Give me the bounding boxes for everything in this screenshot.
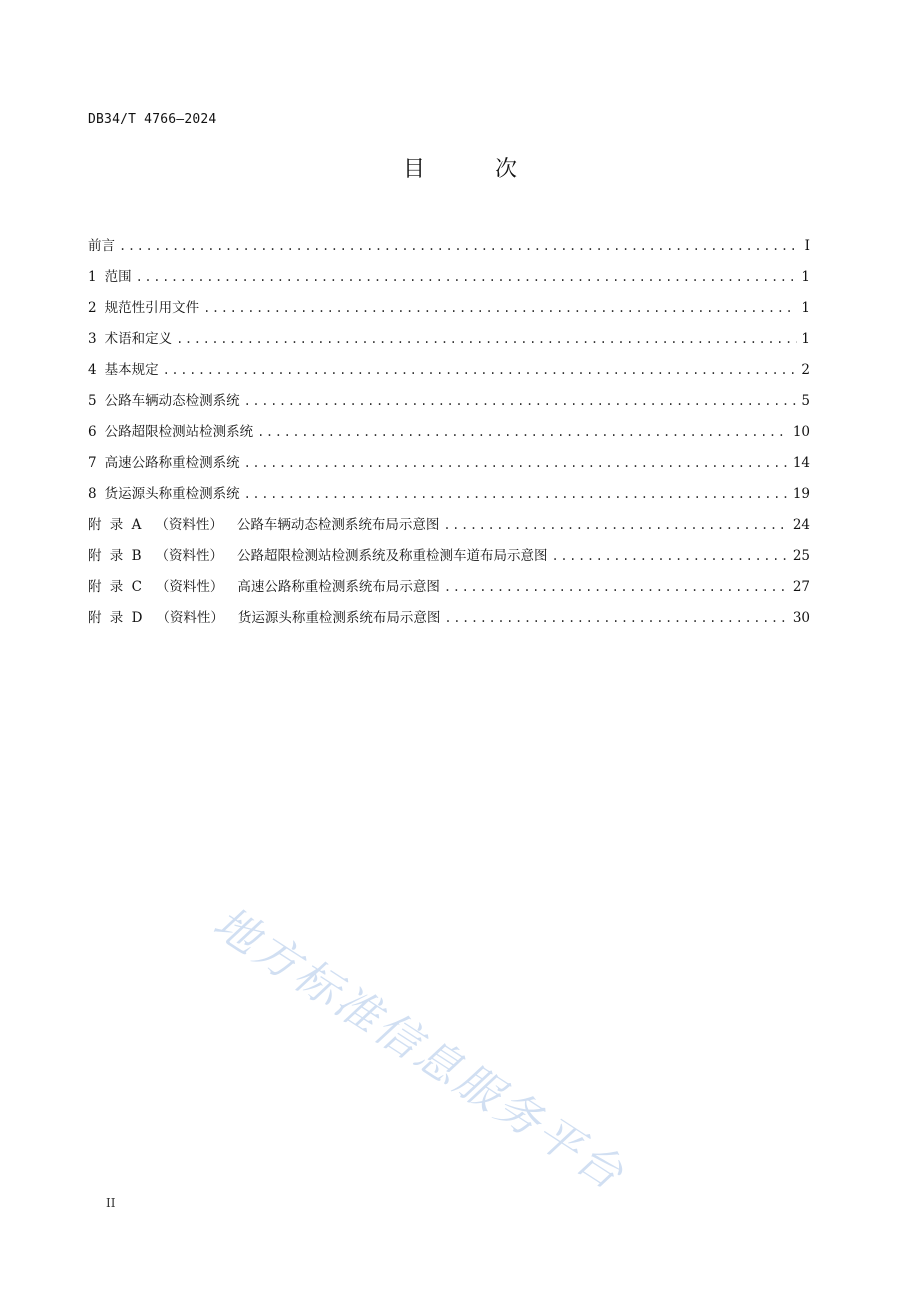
toc-entry-number: 8: [88, 486, 97, 502]
toc-entry-label: 公路超限检测站检测系统及称重检测车道布局示意图: [237, 548, 548, 564]
toc-page-number: 1: [801, 300, 810, 316]
toc-page-number: 14: [792, 455, 810, 471]
toc-entry-label: 基本规定: [104, 362, 159, 378]
toc-leader-dots: [443, 518, 788, 532]
toc-entry-annex-c[interactable]: [88, 575, 810, 606]
toc-entry-label: 高速公路称重检测系统: [104, 455, 240, 471]
toc-page-number: 30: [792, 610, 810, 626]
toc-entry-3[interactable]: [88, 327, 810, 358]
toc-leader-dots: [444, 580, 789, 594]
annex-prefix: 附 录 B: [88, 548, 144, 564]
toc-page-number: 27: [792, 579, 810, 595]
toc-leader-dots: [119, 239, 801, 253]
toc-entry-annex-d[interactable]: [88, 606, 810, 637]
toc-entry-label: 前言: [88, 238, 115, 254]
toc-leader-dots: [176, 332, 797, 346]
toc-page-number: I: [804, 238, 810, 254]
toc-entry-number: 5: [88, 393, 97, 409]
annex-prefix: 附 录 C: [88, 579, 144, 595]
toc-entry-annex-a[interactable]: [88, 513, 810, 544]
toc-entry-number: 6: [88, 424, 97, 440]
toc-entry-label: 公路车辆动态检测系统布局示意图: [236, 517, 440, 533]
toc-page-number: 24: [792, 517, 810, 533]
toc-entry-8[interactable]: [88, 482, 810, 513]
toc-entry-7[interactable]: [88, 451, 810, 482]
toc-entry-label: 货运源头称重检测系统: [104, 486, 240, 502]
table-of-contents: [88, 234, 810, 637]
annex-prefix: 附 录 A: [88, 517, 144, 533]
annex-kind: （资料性）: [155, 579, 224, 595]
toc-leader-dots: [244, 487, 789, 501]
annex-kind: （资料性）: [155, 548, 224, 564]
toc-entry-label: 公路车辆动态检测系统: [104, 393, 240, 409]
toc-entry-annex-b[interactable]: [88, 544, 810, 575]
toc-leader-dots: [444, 611, 788, 625]
toc-entry-label: 公路超限检测站检测系统: [104, 424, 254, 440]
annex-kind: （资料性）: [155, 517, 223, 533]
toc-entry-1[interactable]: [88, 265, 810, 296]
toc-page-number: 5: [801, 393, 810, 409]
toc-page-number: 1: [801, 331, 810, 347]
toc-entry-label: 规范性引用文件: [104, 300, 200, 316]
toc-entry-label: 高速公路称重检测系统布局示意图: [237, 579, 440, 595]
toc-leader-dots: [552, 549, 789, 563]
toc-page-number: 25: [792, 548, 810, 564]
toc-entry-foreword[interactable]: [88, 234, 810, 265]
toc-entry-number: 1: [88, 269, 97, 285]
toc-entry-label: 术语和定义: [104, 331, 173, 347]
toc-entry-5[interactable]: [88, 389, 810, 420]
toc-leader-dots: [163, 363, 798, 377]
annex-prefix: 附 录 D: [88, 610, 145, 626]
page-title: 目 次: [402, 157, 541, 182]
watermark: 地方标准信息服务平台: [204, 897, 635, 1202]
page-number-footer: II: [106, 1196, 116, 1210]
toc-entry-number: 7: [88, 455, 97, 471]
toc-entry-number: 4: [88, 362, 97, 378]
toc-entry-4[interactable]: [88, 358, 810, 389]
toc-page-number: 2: [801, 362, 810, 378]
annex-kind: （资料性）: [156, 610, 224, 626]
document-code: DB34/T 4766—2024: [88, 112, 217, 127]
toc-leader-dots: [136, 270, 798, 284]
toc-entry-6[interactable]: [88, 420, 810, 451]
toc-page-number: 19: [792, 486, 810, 502]
toc-page-number: 10: [792, 424, 810, 440]
toc-entry-number: 3: [88, 331, 97, 347]
toc-leader-dots: [244, 394, 798, 408]
toc-entry-number: 2: [88, 300, 97, 316]
toc-entry-2[interactable]: [88, 296, 810, 327]
toc-leader-dots: [203, 301, 797, 315]
toc-page-number: 1: [801, 269, 810, 285]
toc-leader-dots: [257, 425, 789, 439]
toc-entry-label: 范围: [104, 269, 132, 285]
toc-leader-dots: [244, 456, 789, 470]
toc-entry-label: 货运源头称重检测系统布局示意图: [237, 610, 441, 626]
